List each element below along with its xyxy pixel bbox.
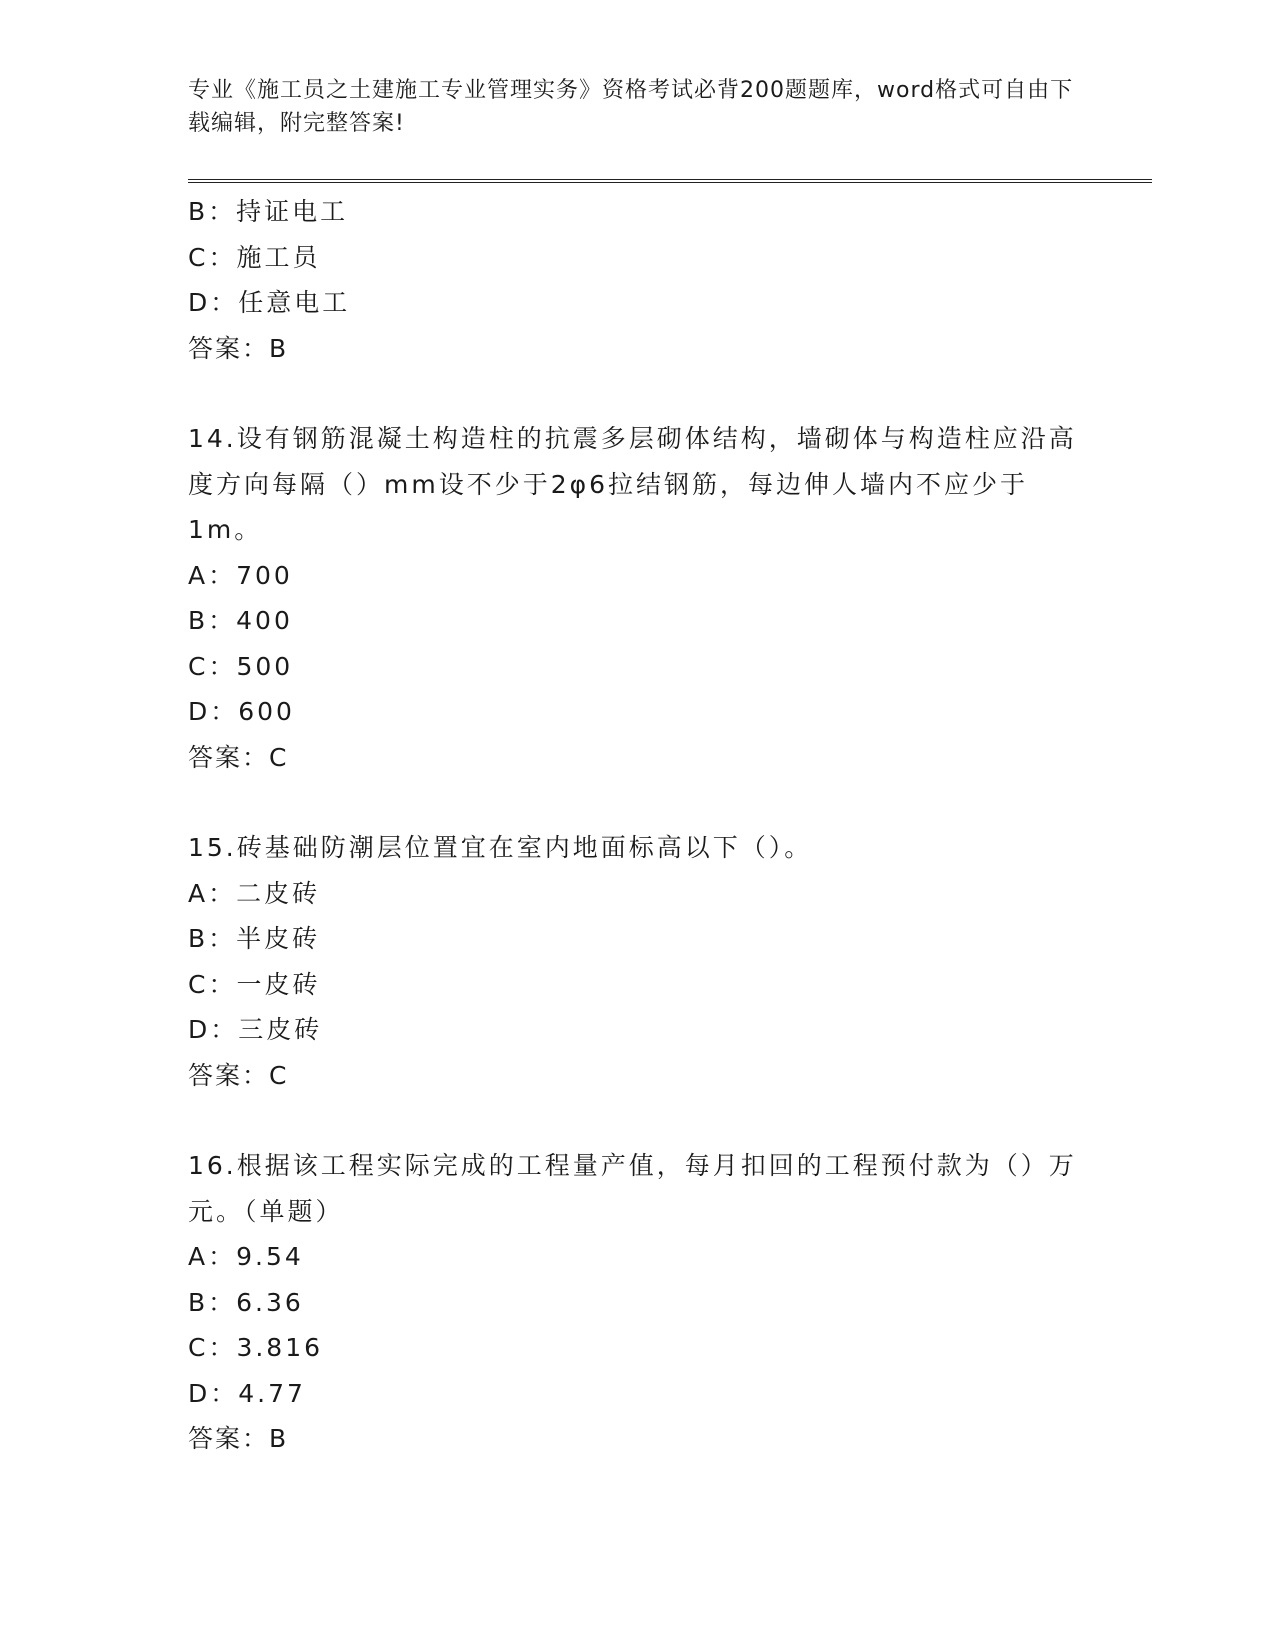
question-text: 15.砖基础防潮层位置宜在室内地面标高以下（）。 [188,833,813,862]
spacer [188,1098,1078,1143]
question-13-remainder [188,189,1078,371]
spacer [188,780,1078,825]
option-b: B：半皮砖 [188,924,321,953]
option-d: D：4.77 [188,1378,306,1408]
option-c: C：一皮砖 [188,969,321,999]
option-d: D：任意电工 [188,288,351,317]
answer-line: 答案：C [188,1060,289,1090]
question-text: 14.设有钢筋混凝土构造柱的抗震多层砌体结构，墙砌体与构造柱应沿高度方向每隔（）mm设不少于2φ6拉结钢筋，每边伸人墙内不应少于1m。 [188,424,1077,544]
option-b: B：持证电工 [188,197,349,226]
spacer [188,371,1078,416]
header-divider [188,179,1152,183]
option-c: C：施工员 [188,242,321,272]
option-b: B：6.36 [188,1287,304,1317]
option-b: B：400 [188,606,293,635]
option-a: A：700 [188,560,293,590]
question-16 [188,1143,1078,1462]
answer-line: 答案：B [188,333,289,363]
option-d: D：三皮砖 [188,1015,323,1044]
question-text: 16.根据该工程实际完成的工程量产值，每月扣回的工程预付款为（）万元。（单题） [188,1151,1077,1226]
question-15 [188,825,1078,1098]
document-body [188,189,1078,1462]
option-c: C：500 [188,651,294,681]
answer-line: 答案：B [188,1424,289,1453]
option-a: A：9.54 [188,1242,304,1271]
option-d: D：600 [188,697,295,726]
question-14 [188,416,1078,780]
option-c: C：3.816 [188,1333,324,1362]
answer-line: 答案：C [188,742,289,772]
option-a: A：二皮砖 [188,878,321,908]
document-header: 专业《施工员之土建施工专业管理实务》资格考试必背200题题库，word格式可自由下载编辑，附完整答案! [188,78,1074,136]
